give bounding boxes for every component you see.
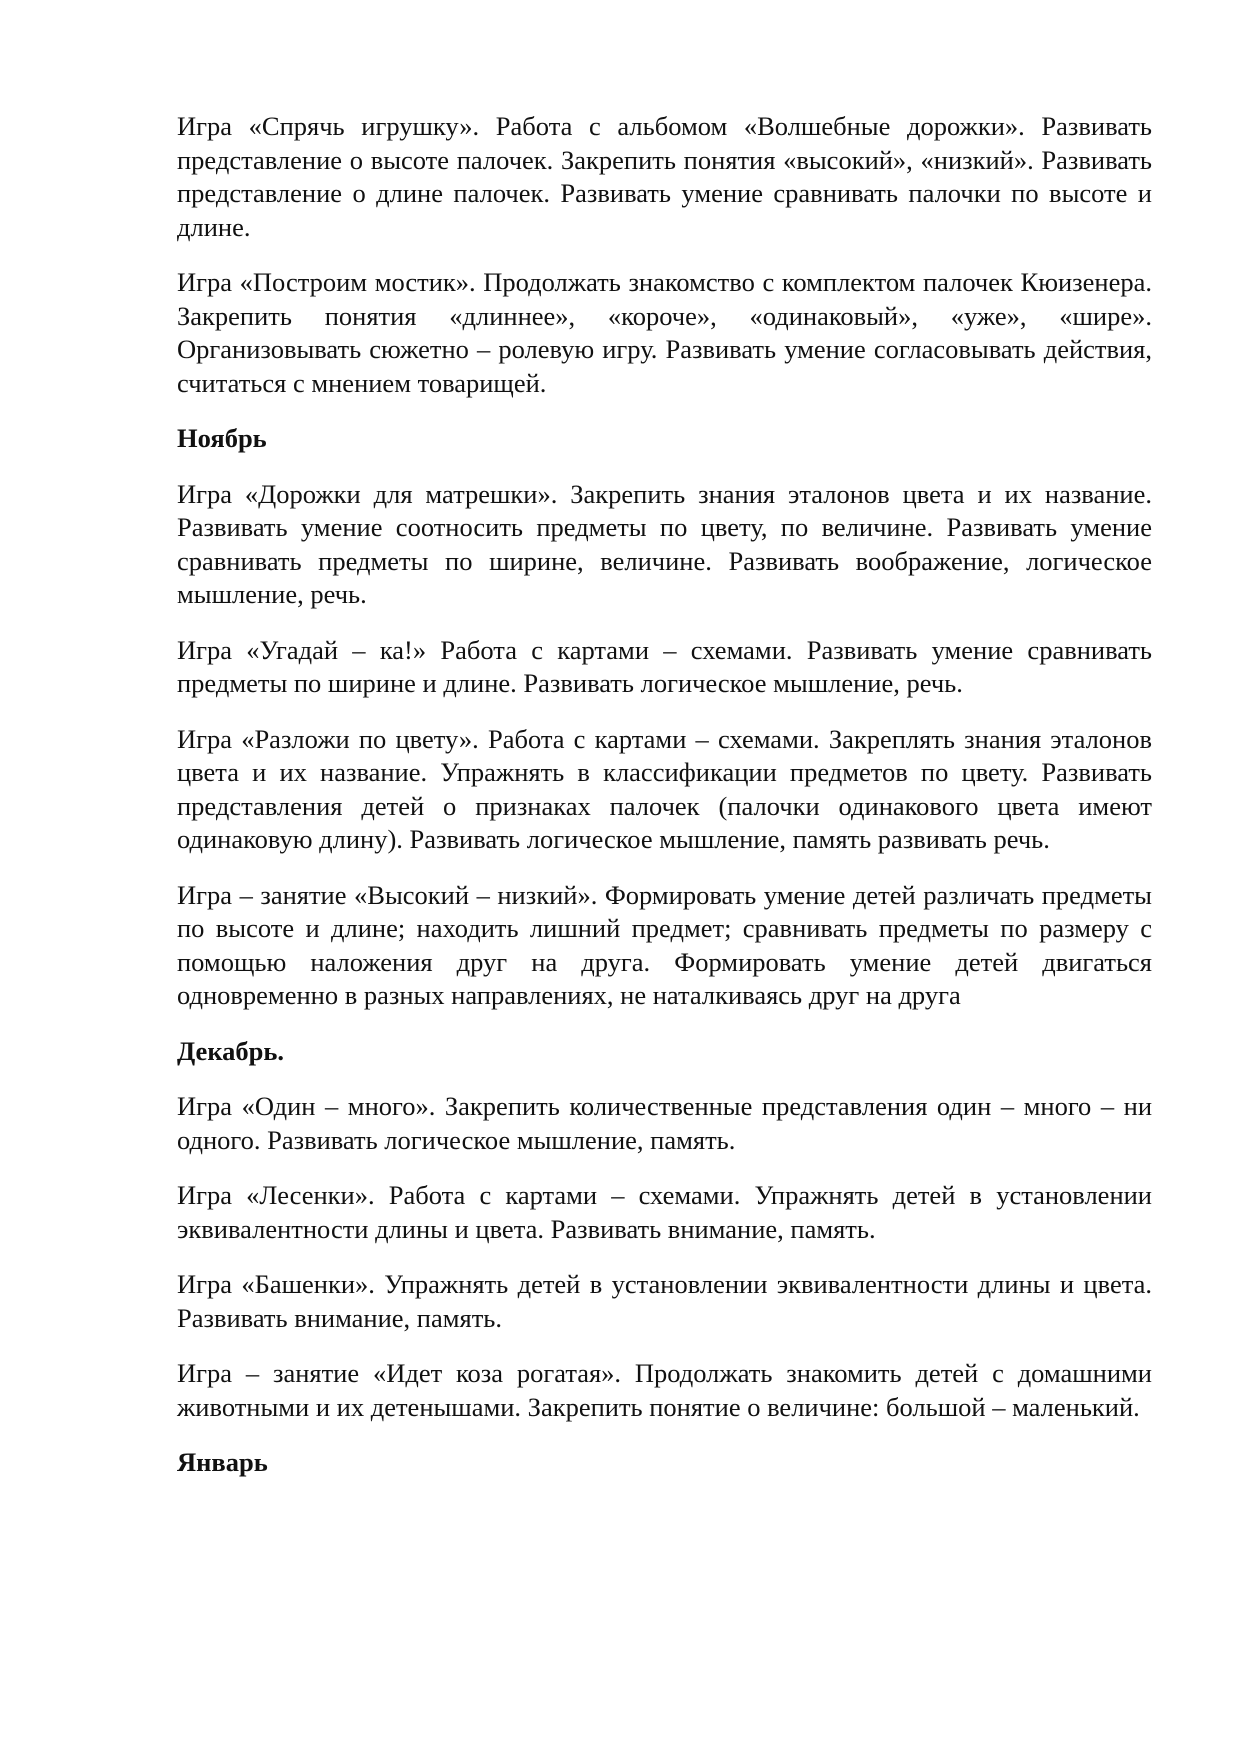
paragraph-guess-game: Игра «Угадай – ка!» Работа с картами – схемами. Развивать умение сравнивать предметы по ширине и длине. Развивать логическое мышление, речь. [177,634,1152,698]
paragraph-hide-toy-game: Игра «Спрячь игрушку». Работа с альбомом «Волшебные дорожки». Развивать представление о высоте палочек. Закрепить понятия «высокий», «низкий». Развивать представление о длине палочек. Развивать умение сравнивать палочки по высоте и длине. [177,111,1152,242]
document-page [177,110,1152,1502]
paragraph-towers-game: Игра «Башенки». Упражнять детей в установлении эквивалентности длины и цвета. Развивать внимание, память. [177,1269,1152,1333]
paragraph-matryoshka-paths-game: Игра «Дорожки для матрешки». Закрепить знания эталонов цвета и их название. Развивать умение соотносить предметы по цвету, по величине. Развивать умение сравнивать предметы по ширине, величине. Развивать воображение, логическое мышление, речь. [177,478,1152,609]
section-heading-january: Январь [177,1447,268,1477]
paragraph-build-bridge-game: Игра «Построим мостик». Продолжать знакомство с комплектом палочек Кюизенера. Закрепить понятия «длиннее», «короче», «одинаковый», «уже», «шире». Организовывать сюжетно – ролевую игру. Развивать умение согласовывать действия, считаться с мнением товарищей. [177,267,1152,398]
paragraph-ladders-game: Игра «Лесенки». Работа с картами – схемами. Упражнять детей в установлении эквивалентности длины и цвета. Развивать внимание, память. [177,1180,1152,1244]
paragraph-high-low-lesson: Игра – занятие «Высокий – низкий». Формировать умение детей различать предметы по высоте и длине; находить лишний предмет; сравнивать предметы по размеру с помощью наложения друг на друга. Формировать умение детей двигаться одновременно в разных направлениях, не наталкиваясь друг на друга [177,879,1152,1010]
paragraph-one-many-game: Игра «Один – много». Закрепить количественные представления один – много – ни одного. Развивать логическое мышление, память. [177,1091,1152,1155]
section-heading-december: Декабрь. [177,1035,285,1066]
paragraph-sort-by-color-game: Игра «Разложи по цвету». Работа с картами – схемами. Закреплять знания эталонов цвета и их название. Упражнять в классификации предметов по цвету. Развивать представления детей о признаках палочек (палочки одинакового цвета имеют одинаковую длину). Развивать логическое мышление, память развивать речь. [177,723,1152,854]
section-heading-november: Ноябрь [177,423,267,453]
paragraph-horned-goat-lesson: Игра – занятие «Идет коза рогатая». Продолжать знакомить детей с домашними животными и их детенышами. Закрепить понятие о величине: большой – маленький. [177,1358,1152,1422]
